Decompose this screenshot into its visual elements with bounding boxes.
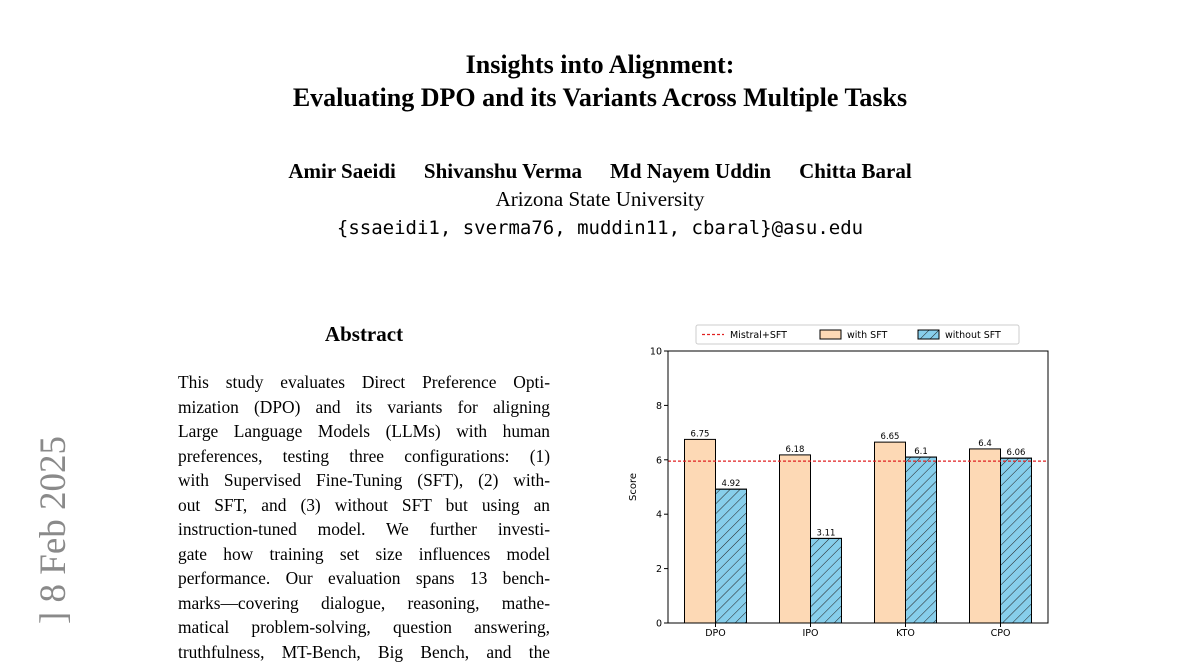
legend-swatch-hatch [918,330,939,339]
affiliation: Arizona State University [0,186,1200,212]
author-name: Amir Saeidi [288,157,396,185]
abstract-line: with Supervised Fine-Tuning (SFT), (2) with- [178,468,550,493]
bar-value-label: 6.06 [1007,448,1026,458]
bar-value-label: 3.11 [817,528,836,538]
author-name: Chitta Baral [799,157,912,185]
arxiv-stamp-text: ] 8 Feb 2025 [32,436,75,624]
title-line-2: Evaluating DPO and its Variants Across Multiple Tasks [0,81,1200,114]
abstract-line: truthfulness, MT-Bench, Big Bench, and the [178,640,550,664]
author-name: Shivanshu Verma [424,157,582,185]
plot-layer [628,325,1048,639]
bar-with-sft [780,455,811,623]
abstract-line: instruction-tuned model. We further investi- [178,517,550,542]
abstract-line: matical problem-solving, question answering, [178,615,550,640]
bar-value-label: 6.65 [881,432,900,442]
bar-hatch [716,489,747,623]
x-tick-label: DPO [705,628,726,639]
x-tick-label: CPO [991,628,1011,639]
bar-hatch [1001,458,1032,623]
legend-label-reference: Mistral+SFT [730,330,787,341]
abstract-line: Large Language Models (LLMs) with human [178,419,550,444]
author-emails: {ssaeidi1, sverma76, muddin11, cbaral}@asu.edu [0,215,1200,241]
bar-with-sft [970,449,1001,623]
bar-with-sft [875,442,906,623]
abstract-line: performance. Our evaluation spans 13 bench- [178,566,550,591]
bar-value-label: 4.92 [722,479,741,489]
abstract-body [178,370,550,664]
abstract-line: mization (DPO) and its variants for aligning [178,395,550,420]
y-tick-label: 10 [650,347,662,358]
bar-hatch [906,457,937,623]
bar-value-label: 6.4 [978,439,992,449]
legend-label-without-sft: without SFT [945,330,1001,341]
x-tick-label: IPO [802,628,818,639]
y-tick-label: 4 [656,510,662,521]
author-name: Md Nayem Uddin [610,157,771,185]
author-list [0,157,1200,185]
bar-value-label: 6.18 [786,445,805,455]
paper-title [0,48,1200,114]
y-tick-label: 0 [656,619,662,630]
bar-value-label: 6.1 [914,447,928,457]
score-bar-chart [620,322,1060,648]
title-line-1: Insights into Alignment: [0,48,1200,81]
y-tick-label: 6 [656,455,662,466]
arxiv-stamp [28,436,78,648]
abstract-line: gate how training set size influences model [178,542,550,567]
y-tick-label: 2 [656,564,662,575]
bar-with-sft [685,439,716,623]
legend-swatch-with-sft [820,330,841,339]
abstract-heading: Abstract [178,322,550,347]
bar-value-label: 6.75 [691,429,710,439]
abstract-line: This study evaluates Direct Preference Opti- [178,370,550,395]
abstract-line: out SFT, and (3) without SFT but using an [178,493,550,518]
x-tick-label: KTO [896,628,915,639]
y-tick-label: 8 [656,401,662,412]
y-axis-label: Score [628,473,639,501]
abstract-line: marks—covering dialogue, reasoning, mathe- [178,591,550,616]
abstract-line: preferences, testing three configurations: (1) [178,444,550,469]
legend-label-with-sft: with SFT [847,330,888,341]
bar-hatch [811,538,842,623]
